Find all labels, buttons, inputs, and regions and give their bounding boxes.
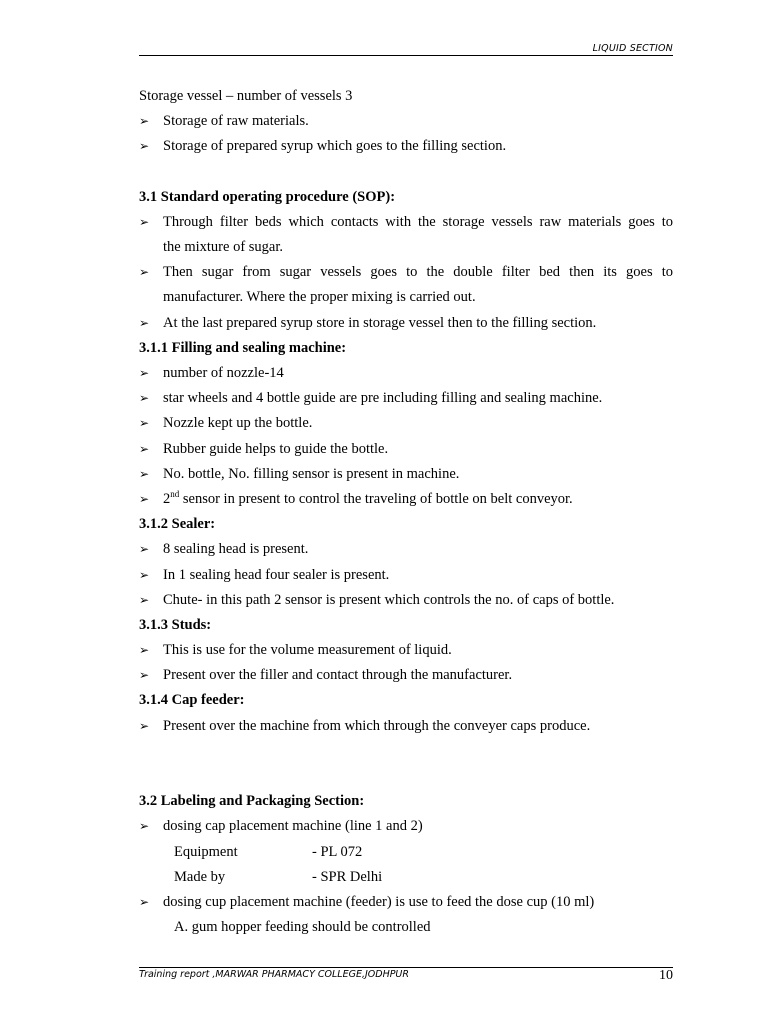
equipment-value: - PL 072 bbox=[312, 844, 363, 860]
arrowhead-bullet-icon: ➢ bbox=[139, 366, 150, 380]
list-item-text: Present over the filler and contact through the manufacturer. bbox=[163, 667, 513, 683]
list-item-text: star wheels and 4 bottle guide are pre including filling and sealing machine. bbox=[163, 390, 603, 406]
list-item-text: At the last prepared syrup store in storage vessel then to the filling section. bbox=[163, 315, 597, 331]
list-item-text: Chute- in this path 2 sensor is present which controls the no. of caps of bottle. bbox=[163, 592, 615, 608]
list-item-text: Nozzle kept up the bottle. bbox=[163, 415, 313, 431]
section-heading-labeling: 3.2 Labeling and Packaging Section: bbox=[139, 793, 365, 809]
list-item-text: 8 sealing head is present. bbox=[163, 541, 309, 557]
list-item-text: dosing cap placement machine (line 1 and 2) bbox=[163, 818, 423, 834]
list-item-text: Storage of raw materials. bbox=[163, 113, 309, 129]
arrowhead-bullet-icon: ➢ bbox=[139, 139, 150, 153]
running-header: LIQUID SECTION bbox=[592, 43, 673, 54]
arrowhead-bullet-icon: ➢ bbox=[139, 215, 150, 229]
list-item-text: dosing cup placement machine (feeder) is use to feed the dose cup (10 ml) bbox=[163, 894, 595, 910]
arrowhead-bullet-icon: ➢ bbox=[139, 542, 150, 556]
arrowhead-bullet-icon: ➢ bbox=[139, 114, 150, 128]
arrowhead-bullet-icon: ➢ bbox=[139, 316, 150, 330]
header-rule bbox=[139, 55, 673, 56]
arrowhead-bullet-icon: ➢ bbox=[139, 492, 150, 506]
list-item-text: In 1 sealing head four sealer is present. bbox=[163, 567, 390, 583]
list-item-text: the mixture of sugar. bbox=[163, 239, 284, 255]
arrowhead-bullet-icon: ➢ bbox=[139, 668, 150, 682]
ordinal-number: 2 bbox=[163, 491, 171, 507]
arrowhead-bullet-icon: ➢ bbox=[139, 467, 150, 481]
made-by-label: Made by bbox=[174, 869, 226, 885]
arrowhead-bullet-icon: ➢ bbox=[139, 719, 150, 733]
section-heading-filling: 3.1.1 Filling and sealing machine: bbox=[139, 340, 347, 356]
arrowhead-bullet-icon: ➢ bbox=[139, 819, 150, 833]
list-item-text: number of nozzle-14 bbox=[163, 365, 284, 381]
running-footer: Training report ,MARWAR PHARMACY COLLEGE,JODHPUR bbox=[139, 969, 409, 980]
sentence-rest: sensor in present to control the traveling of bottle on belt conveyor. bbox=[179, 491, 573, 507]
intro-line: Storage vessel – number of vessels 3 bbox=[139, 88, 353, 104]
list-item-text: Present over the machine from which through the conveyer caps produce. bbox=[163, 718, 591, 734]
sub-list-item-text: A. gum hopper feeding should be controlled bbox=[174, 919, 431, 935]
page-number: 10 bbox=[659, 968, 673, 983]
arrowhead-bullet-icon: ➢ bbox=[139, 593, 150, 607]
list-item-text: Through filter beds which contacts with the storage vessels raw materials goes to bbox=[163, 214, 673, 230]
arrowhead-bullet-icon: ➢ bbox=[139, 568, 150, 582]
list-item-text: manufacturer. Where the proper mixing is carried out. bbox=[163, 289, 476, 305]
list-item-text: Rubber guide helps to guide the bottle. bbox=[163, 441, 389, 457]
list-item-text: Then sugar from sugar vessels goes to the double filter bed then its goes to bbox=[163, 264, 673, 280]
equipment-label: Equipment bbox=[174, 844, 238, 860]
section-heading-studs: 3.1.3 Studs: bbox=[139, 617, 212, 633]
arrowhead-bullet-icon: ➢ bbox=[139, 895, 150, 909]
section-heading-sealer: 3.1.2 Sealer: bbox=[139, 516, 216, 532]
list-item-text: This is use for the volume measurement of liquid. bbox=[163, 642, 452, 658]
arrowhead-bullet-icon: ➢ bbox=[139, 442, 150, 456]
ordinal-suffix: nd bbox=[170, 489, 180, 500]
arrowhead-bullet-icon: ➢ bbox=[139, 391, 150, 405]
arrowhead-bullet-icon: ➢ bbox=[139, 416, 150, 430]
list-item-text bbox=[163, 489, 673, 509]
made-by-value: - SPR Delhi bbox=[312, 869, 383, 885]
section-heading-cap-feeder: 3.1.4 Cap feeder: bbox=[139, 692, 245, 708]
arrowhead-bullet-icon: ➢ bbox=[139, 265, 150, 279]
arrowhead-bullet-icon: ➢ bbox=[139, 643, 150, 657]
list-item-text: Storage of prepared syrup which goes to the filling section. bbox=[163, 138, 507, 154]
footer-rule bbox=[139, 967, 673, 968]
section-heading-sop: 3.1 Standard operating procedure (SOP): bbox=[139, 189, 396, 205]
list-item-text: No. bottle, No. filling sensor is present in machine. bbox=[163, 466, 460, 482]
